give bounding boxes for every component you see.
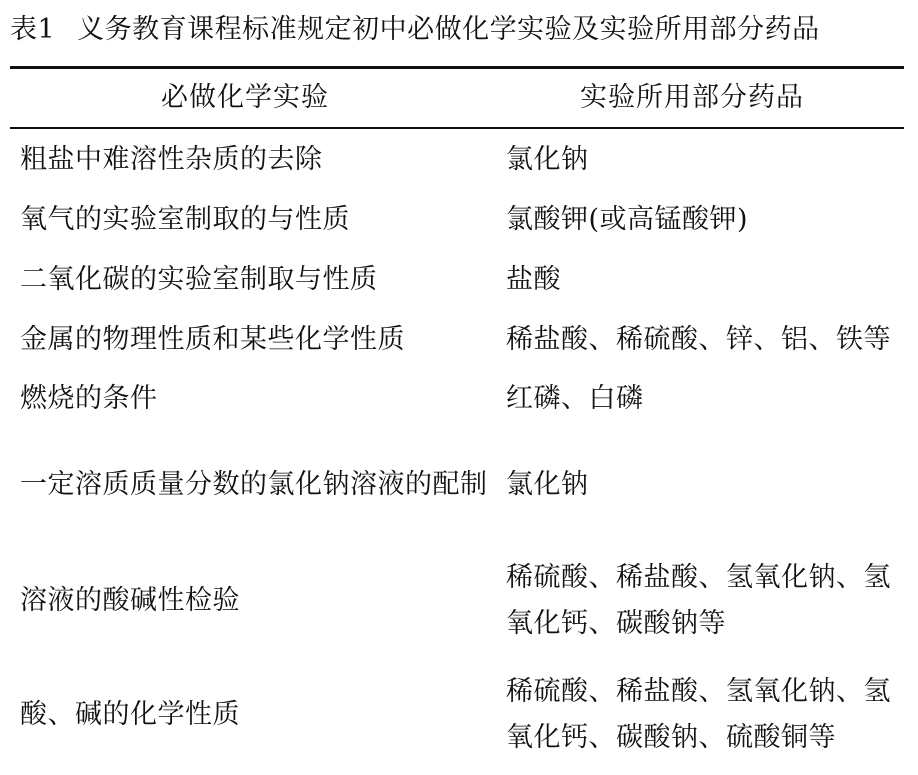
header-rule — [10, 127, 904, 129]
reagents-cell: 氯酸钾(或高锰酸钾) — [506, 204, 749, 235]
table-number: 表1 — [10, 14, 56, 45]
reagents-cell: 氯化钠 — [506, 144, 589, 175]
reagents-cell: 稀硫酸、稀盐酸、氢氧化钠、氢氧化钙、碳酸钠、硫酸铜等 — [506, 676, 891, 753]
column-header-experiment: 必做化学实验 — [161, 82, 329, 113]
table-body — [10, 130, 904, 770]
table-row — [10, 542, 904, 660]
reagents-cell: 盐酸 — [506, 264, 561, 295]
reagents-cell: 氯化钠 — [506, 469, 589, 500]
experiment-cell: 酸、碱的化学性质 — [20, 699, 240, 730]
table-row — [10, 428, 904, 542]
experiment-cell: 溶液的酸碱性检验 — [20, 585, 240, 616]
column-header-reagents: 实验所用部分药品 — [580, 82, 804, 113]
experiment-cell: 金属的物理性质和某些化学性质 — [20, 324, 405, 355]
table-row — [10, 130, 904, 190]
table-title: 义务教育课程标准规定初中必做化学实验及实验所用部分药品 — [77, 14, 820, 45]
table-row — [10, 190, 904, 250]
experiment-cell: 粗盐中难溶性杂质的去除 — [20, 144, 323, 175]
table-caption — [10, 10, 904, 50]
reagents-cell: 稀硫酸、稀盐酸、氢氧化钠、氢氧化钙、碳酸钠等 — [506, 562, 891, 639]
table-row — [10, 310, 904, 370]
table-row — [10, 250, 904, 310]
experiment-cell: 一定溶质质量分数的氯化钠溶液的配制 — [20, 469, 488, 500]
experiment-cell: 燃烧的条件 — [20, 383, 158, 414]
table-row — [10, 370, 904, 428]
table-row — [10, 660, 904, 770]
reagents-cell: 稀盐酸、稀硫酸、锌、铝、铁等 — [506, 324, 891, 355]
reagents-cell: 红磷、白磷 — [506, 383, 644, 414]
experiment-cell: 二氧化碳的实验室制取与性质 — [20, 264, 378, 295]
top-rule — [10, 66, 904, 69]
experiment-cell: 氧气的实验室制取的与性质 — [20, 204, 350, 235]
